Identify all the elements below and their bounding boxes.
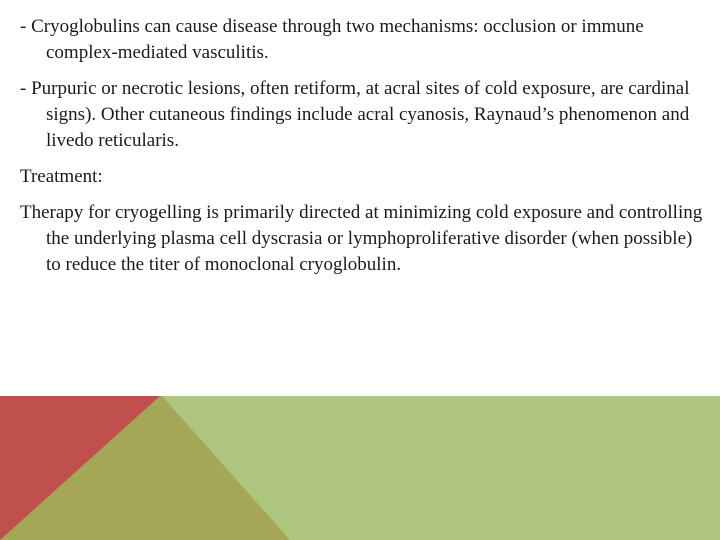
therapy-paragraph: Therapy for cryogelling is primarily directed at minimizing cold exposure and controlling the underlying plasma cell dyscrasia or lymphoproliferative disorder (when possible) to reduce the titer of monoclonal cryoglobulin. [20,202,703,275]
slide-body-text [20,14,710,288]
lesions-bullet: - Purpuric or necrotic lesions, often retiform, at acral sites of cold exposure, are cardinal signs). Other cutaneous findings include acral cyanosis, Raynaud’s phenomenon and livedo reticularis. [20,78,690,151]
treatment-heading: Treatment: [20,166,103,187]
decorative-footer-shapes [0,396,720,540]
mechanisms-bullet: - Cryoglobulins can cause disease through two mechanisms: occlusion or immune complex-mediated vasculitis. [20,16,644,63]
